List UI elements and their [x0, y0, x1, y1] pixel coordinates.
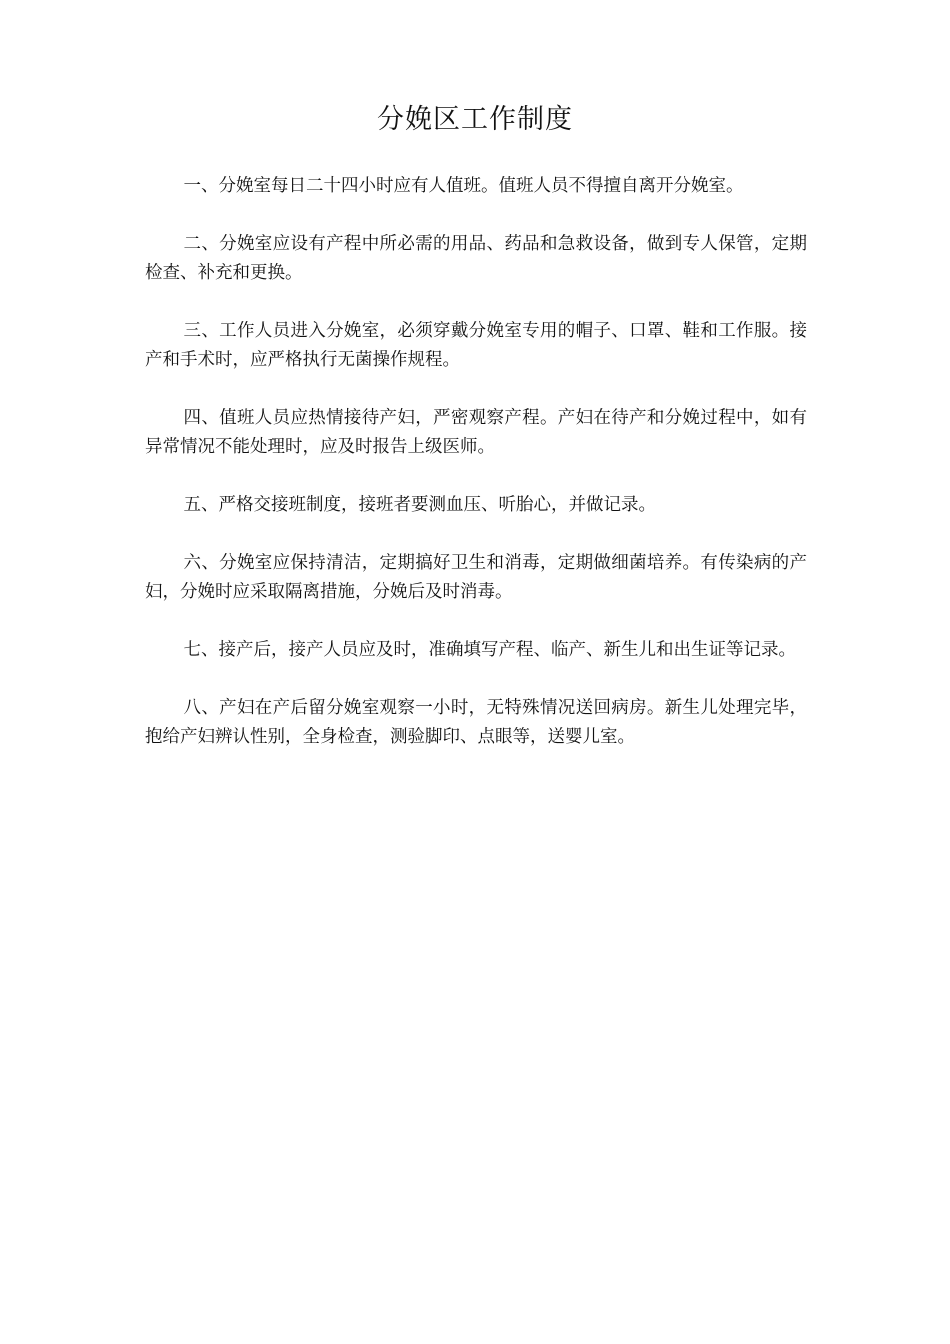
rule-paragraph-8: 八、产妇在产后留分娩室观察一小时，无特殊情况送回病房。新生儿处理完毕，抱给产妇辨认性别，全身检查，测验脚印、点眼等，送婴儿室。 — [145, 698, 807, 747]
rule-paragraph-2: 二、分娩室应设有产程中所必需的用品、药品和急救设备，做到专人保管，定期检查、补充和更换。 — [145, 234, 807, 283]
rule-paragraph-3: 三、工作人员进入分娩室，必须穿戴分娩室专用的帽子、口罩、鞋和工作服。接产和手术时，应严格执行无菌操作规程。 — [145, 321, 807, 370]
document-title: 分娩区工作制度 — [377, 104, 573, 135]
rule-paragraph-1: 一、分娩室每日二十四小时应有人值班。值班人员不得擅自离开分娩室。 — [183, 176, 744, 196]
rule-paragraph-6: 六、分娩室应保持清洁，定期搞好卫生和消毒，定期做细菌培养。有传染病的产妇，分娩时应采取隔离措施，分娩后及时消毒。 — [145, 553, 807, 602]
rule-paragraph-5: 五、严格交接班制度，接班者要测血压、听胎心，并做记录。 — [183, 495, 656, 515]
rule-paragraph-7: 七、接产后，接产人员应及时，准确填写产程、临产、新生儿和出生证等记录。 — [183, 640, 796, 660]
rule-paragraph-4: 四、值班人员应热情接待产妇，严密观察产程。产妇在待产和分娩过程中，如有异常情况不能处理时，应及时报告上级医师。 — [145, 408, 807, 457]
document-body — [145, 172, 807, 781]
